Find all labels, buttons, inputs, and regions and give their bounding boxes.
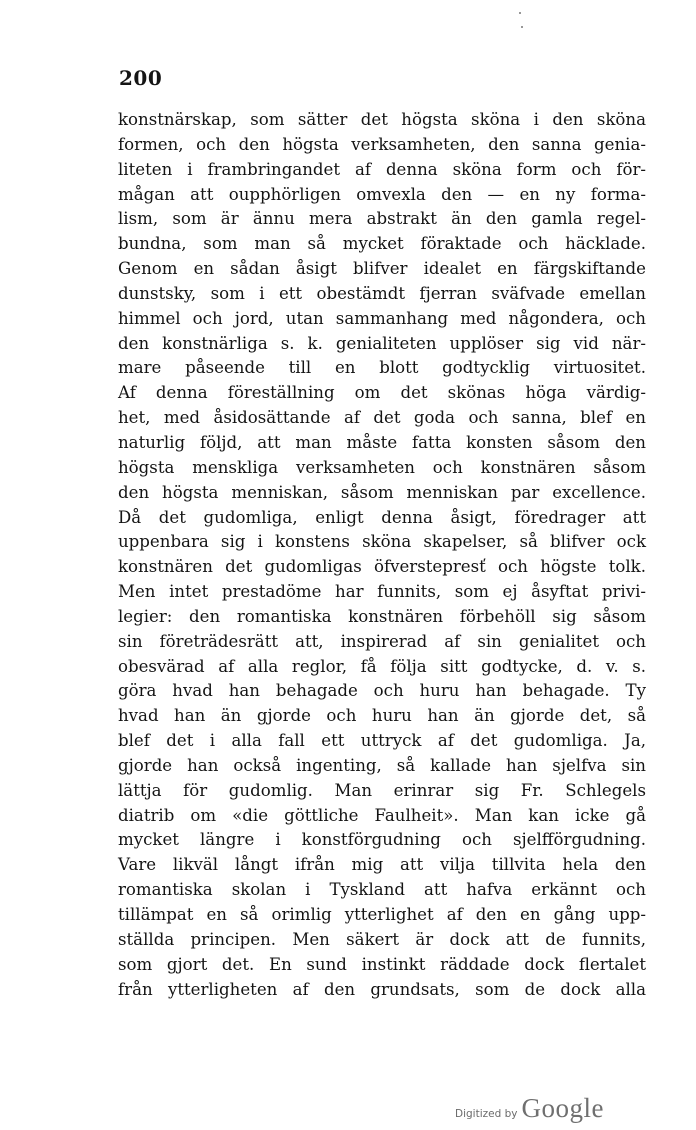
text-line: legier: den romantiska konstnären förbehöll sig såsom	[118, 606, 646, 626]
text-line: formen, och den högsta verksamheten, den sanna genia-	[118, 134, 646, 154]
text-line: himmel och jord, utan sammanhang med någondera, och	[118, 308, 646, 328]
google-logo: Google	[521, 1093, 604, 1123]
text-line: ställda principen. Men säkert är dock att de funnits,	[118, 929, 646, 949]
text-line: het, med åsidosättande af det goda och sanna, blef en	[118, 408, 646, 428]
text-line: mycket längre i konstförgudning och sjelfförgudning.	[118, 830, 646, 850]
text-line: liteten i frambringandet af denna sköna form och för-	[118, 159, 646, 179]
text-line: lism, som är ännu mera abstrakt än den gamla regel-	[118, 209, 646, 229]
text-line: lättja för gudomlig. Man erinrar sig Fr. Schlegels	[118, 780, 646, 800]
text-line: Då det gudomliga, enligt denna åsigt, föredrager att	[118, 507, 646, 527]
paper-speck	[519, 12, 521, 14]
text-line: högsta menskliga verksamheten och konstnären såsom	[118, 457, 646, 477]
text-line: göra hvad han behagade och huru han behagade. Ty	[118, 681, 646, 701]
text-line: bundna, som man så mycket föraktade och häcklade.	[118, 234, 646, 254]
text-line: tillämpat en så orimlig ytterlighet af den en gång upp-	[118, 905, 646, 924]
text-line: den högsta menniskan, såsom menniskan par excellence.	[118, 482, 646, 502]
digitized-by-label: Digitized by	[455, 1108, 518, 1120]
text-line: uppenbara sig i konstens sköna skapelser, så blifver ock	[118, 532, 646, 552]
text-line: Vare likväl långt ifrån mig att vilja tillvita hela den	[118, 855, 646, 875]
text-line: mare påseende till en blott godtycklig virtuositet.	[118, 358, 646, 378]
text-line: sin företrädesrätt att, inspirerad af sin genialitet och	[118, 631, 646, 651]
paper-speck	[521, 26, 523, 28]
text-line: blef det i alla fall ett uttryck af det gudomliga. Ja,	[118, 731, 646, 751]
text-line: romantiska skolan i Tyskland att hafva erkännt och	[118, 880, 646, 900]
page-number: 200	[119, 66, 163, 90]
digitized-by-google-mark	[455, 1093, 604, 1129]
text-line: gjorde han också ingenting, så kallade han sjelfva sin	[118, 755, 646, 775]
text-line: Af denna föreställning om det skönas höga värdig-	[118, 383, 646, 403]
body-text	[118, 108, 646, 1002]
text-line: konstnärskap, som sätter det högsta sköna i den sköna	[118, 110, 646, 129]
text-line: diatrib om «die göttliche Faulheit». Man kan icke gå	[118, 805, 646, 825]
text-line: den konstnärliga s. k. genialiteten upplöser sig vid när-	[118, 333, 646, 353]
text-line: dunstsky, som i ett obestämdt fjerran sväfvade emellan	[118, 283, 646, 303]
text-line: från ytterligheten af den grundsats, som de dock alla	[118, 979, 646, 999]
text-line: konstnären det gudomligas öfverstepresť och högste tolk.	[118, 557, 646, 577]
text-line: som gjort det. En sund instinkt räddade dock flertalet	[118, 954, 646, 974]
text-line: naturlig följd, att man måste fatta konsten såsom den	[118, 432, 646, 452]
text-line: Genom en sådan åsigt blifver idealet en färgskiftande	[118, 259, 646, 279]
text-line: Men intet prestadöme har funnits, som ej åsyftat privi-	[118, 582, 646, 602]
text-line: obesvärad af alla reglor, få följa sitt godtycke, d. v. s.	[118, 656, 646, 676]
text-line: mågan att oupphörligen omvexla den — en ny forma-	[118, 184, 646, 204]
text-line: hvad han än gjorde och huru han än gjorde det, så	[118, 706, 646, 726]
